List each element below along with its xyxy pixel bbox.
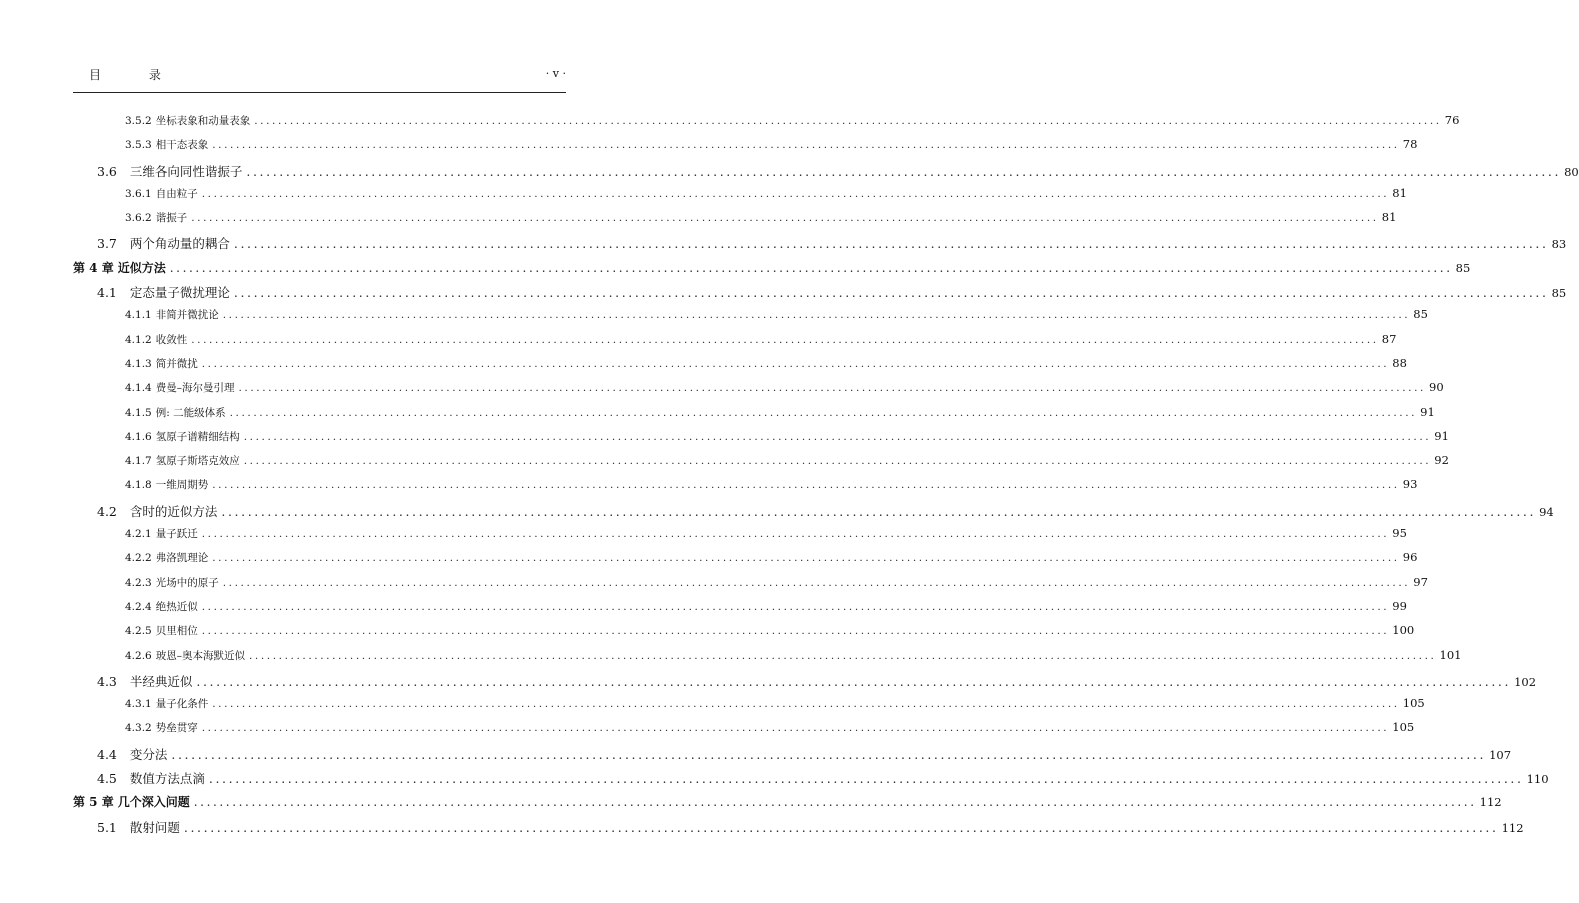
toc-entry-page: 112 — [1479, 795, 1502, 810]
toc-entry-number: 3.5.3 — [125, 139, 152, 152]
toc-entry[interactable] — [73, 598, 1407, 623]
dot-leader: ........................................................................................................................................................................................................ — [201, 357, 1390, 370]
toc-entry-number: 4.1.2 — [125, 333, 152, 346]
toc-entry-title: 例: 二能级体系 — [155, 406, 226, 419]
dot-leader: ........................................................................................................................................................................................................ — [243, 455, 1432, 468]
toc-entry-page: 81 — [1381, 210, 1397, 225]
toc-entry-page: 93 — [1402, 477, 1418, 492]
toc-entry[interactable] — [73, 259, 1471, 283]
toc-entry-page: 85 — [1551, 286, 1567, 301]
toc-entry[interactable] — [73, 162, 1579, 186]
toc-entry-page: 91 — [1420, 404, 1435, 419]
toc-entry[interactable] — [73, 307, 1428, 331]
dot-leader: ........................................................................................................................................................................................................ — [248, 649, 1437, 662]
toc-entry-page: 100 — [1392, 623, 1415, 638]
toc-entry-number: 第 4 章 — [73, 260, 114, 275]
toc-entry[interactable] — [73, 113, 1460, 137]
toc-entry-title: 散射问题 — [129, 819, 180, 835]
dot-leader: ........................................................................................................................................................................................................ — [222, 309, 1411, 322]
toc-entry-title: 定态量子微扰理论 — [129, 285, 230, 301]
toc-entry-title: 自由粒子 — [155, 187, 198, 200]
toc-entry[interactable] — [73, 234, 1567, 258]
table-of-contents — [73, 113, 1579, 842]
toc-entry-title: 半经典近似 — [129, 673, 193, 689]
toc-entry-page: 80 — [1564, 164, 1579, 179]
toc-entry-title: 非简并微扰论 — [155, 309, 219, 322]
dot-leader: ........................................................................................................................................................................................................ — [243, 430, 1432, 443]
toc-entry[interactable] — [73, 745, 1512, 769]
toc-entry-title: 势垒贯穿 — [155, 722, 198, 735]
toc-entry[interactable] — [73, 696, 1425, 720]
dot-leader: ........................................................................................................................................................................................................ — [169, 260, 1453, 275]
dot-leader: ........................................................................................................................................................................................................ — [191, 333, 1379, 346]
toc-entry[interactable] — [73, 380, 1444, 404]
toc-entry[interactable] — [73, 210, 1397, 234]
dot-leader: ........................................................................................................................................................................................................ — [212, 698, 1400, 711]
toc-entry-title: 弗洛凯理论 — [155, 552, 209, 565]
toc-entry-page: 83 — [1551, 237, 1567, 252]
dot-leader: ........................................................................................................................................................................................................ — [201, 528, 1390, 541]
toc-entry-number: 4.3 — [97, 673, 117, 689]
toc-entry-page: 76 — [1444, 113, 1460, 127]
toc-entry[interactable] — [73, 550, 1418, 574]
toc-entry-number: 4.1.3 — [125, 357, 152, 370]
toc-entry[interactable] — [73, 720, 1415, 744]
dot-leader: ........................................................................................................................................................................................................ — [212, 479, 1400, 492]
toc-entry[interactable] — [73, 137, 1418, 161]
dot-leader: ........................................................................................................................................................................................................ — [212, 552, 1400, 565]
toc-entry-page: 81 — [1392, 185, 1407, 200]
toc-entry-number: 4.5 — [97, 771, 117, 787]
toc-entry-number: 第 5 章 — [73, 795, 114, 810]
toc-entry-number: 4.1 — [97, 285, 117, 301]
toc-entry-number: 4.2.4 — [125, 600, 152, 613]
toc-entry-number: 3.7 — [97, 236, 117, 252]
toc-entry-number: 3.6.2 — [125, 212, 152, 225]
dot-leader: ........................................................................................................................................................................................................ — [221, 503, 1537, 519]
toc-entry[interactable] — [73, 453, 1449, 477]
toc-entry-number: 4.2 — [97, 503, 117, 519]
toc-entry[interactable] — [73, 672, 1537, 696]
toc-entry-title: 变分法 — [129, 746, 168, 762]
toc-entry-page: 110 — [1526, 772, 1549, 787]
toc-entry-page: 91 — [1434, 428, 1449, 443]
toc-entry-page: 95 — [1392, 526, 1407, 541]
dot-leader: ........................................................................................................................................................................................................ — [171, 746, 1487, 762]
toc-entry[interactable] — [73, 404, 1435, 429]
toc-entry-title: 绝热近似 — [155, 600, 198, 613]
toc-entry[interactable] — [73, 793, 1502, 817]
toc-entry-title: 费曼–海尔曼引理 — [155, 382, 235, 395]
toc-entry-title: 量子化条件 — [155, 698, 209, 711]
toc-entry[interactable] — [73, 185, 1407, 210]
toc-entry-title: 氢原子谱精细结构 — [155, 430, 240, 443]
toc-entry-page: 105 — [1402, 696, 1425, 711]
toc-entry-title: 近似方法 — [117, 260, 166, 275]
dot-leader: ........................................................................................................................................................................................................ — [222, 576, 1411, 589]
toc-entry-number: 4.1.5 — [125, 406, 152, 419]
toc-entry-page: 96 — [1402, 550, 1418, 565]
toc-entry[interactable] — [73, 769, 1549, 793]
toc-entry[interactable] — [73, 818, 1524, 842]
toc-entry-title: 简并微扰 — [155, 357, 198, 370]
dot-leader: ........................................................................................................................................................................................................ — [233, 236, 1549, 252]
toc-entry[interactable] — [73, 355, 1407, 380]
toc-entry-page: 94 — [1539, 504, 1554, 519]
toc-entry-number: 4.2.1 — [125, 528, 152, 541]
dot-leader: ........................................................................................................................................................................................................ — [233, 285, 1549, 301]
toc-entry-page: 112 — [1501, 820, 1524, 835]
dot-leader: ........................................................................................................................................................................................................ — [212, 139, 1400, 152]
toc-entry-title: 量子跃迁 — [155, 528, 198, 541]
dot-leader: ........................................................................................................................................................................................................ — [201, 722, 1390, 735]
toc-entry-page: 85 — [1413, 307, 1428, 322]
toc-entry[interactable] — [73, 502, 1554, 526]
toc-entry-page: 92 — [1434, 453, 1449, 468]
dot-leader: ........................................................................................................................................................................................................ — [254, 115, 1442, 127]
dot-leader: ........................................................................................................................................................................................................ — [238, 382, 1426, 395]
toc-entry[interactable] — [73, 283, 1567, 307]
toc-entry-title: 玻恩–奥本海默近似 — [155, 649, 245, 662]
toc-entry-page: 85 — [1455, 260, 1471, 275]
toc-entry-number: 4.4 — [97, 746, 117, 762]
toc-entry-number: 3.6.1 — [125, 187, 152, 200]
toc-entry-title: 相干态表象 — [155, 139, 209, 152]
toc-entry-page: 101 — [1439, 647, 1462, 662]
toc-entry-page: 99 — [1392, 598, 1407, 613]
toc-entry-title: 一维周期势 — [155, 479, 209, 492]
toc-entry-number: 3.5.2 — [125, 115, 152, 127]
toc-entry-page: 90 — [1429, 380, 1444, 395]
running-head-page-number: · v · — [545, 67, 566, 80]
dot-leader: ........................................................................................................................................................................................................ — [229, 406, 1418, 419]
toc-entry-page: 88 — [1392, 355, 1407, 370]
dot-leader: ........................................................................................................................................................................................................ — [191, 212, 1379, 225]
toc-entry-title: 几个深入问题 — [117, 795, 190, 810]
toc-entry[interactable] — [73, 574, 1428, 599]
toc-entry[interactable] — [73, 477, 1418, 501]
toc-entry-page: 78 — [1402, 137, 1418, 152]
running-head-title: 目 录 — [89, 68, 183, 82]
toc-entry-page: 105 — [1392, 720, 1415, 735]
toc-entry-number: 3.6 — [97, 163, 117, 179]
toc-entry-title: 收敛性 — [155, 333, 188, 346]
toc-entry-number: 5.1 — [97, 819, 117, 835]
toc-entry-title: 光场中的原子 — [155, 576, 219, 589]
dot-leader: ........................................................................................................................................................................................................ — [196, 673, 1512, 689]
toc-entry-number: 4.2.6 — [125, 649, 152, 662]
toc-entry-number: 4.2.5 — [125, 625, 152, 638]
toc-entry-title: 贝里相位 — [155, 625, 198, 638]
dot-leader: ........................................................................................................................................................................................................ — [193, 795, 1477, 810]
toc-entry-page: 87 — [1381, 331, 1397, 346]
toc-entry-number: 4.3.1 — [125, 698, 152, 711]
toc-entry[interactable] — [73, 526, 1407, 550]
toc-entry-page: 97 — [1413, 574, 1428, 589]
toc-entry-title: 数值方法点滴 — [129, 771, 205, 787]
running-head — [73, 66, 566, 86]
dot-leader: ........................................................................................................................................................................................................ — [208, 771, 1524, 787]
dot-leader: ........................................................................................................................................................................................................ — [246, 163, 1562, 179]
toc-entry[interactable] — [73, 623, 1415, 647]
dot-leader: ........................................................................................................................................................................................................ — [201, 187, 1390, 200]
toc-entry-title: 含时的近似方法 — [129, 503, 218, 519]
toc-entry-title: 氢原子斯塔克效应 — [155, 455, 240, 468]
toc-entry-number: 4.1.6 — [125, 430, 152, 443]
dot-leader: ........................................................................................................................................................................................................ — [201, 625, 1390, 638]
toc-entry-title: 谐振子 — [155, 212, 188, 225]
dot-leader: ........................................................................................................................................................................................................ — [201, 600, 1390, 613]
toc-entry-title: 坐标表象和动量表象 — [155, 115, 251, 127]
toc-entry-title: 两个角动量的耦合 — [129, 236, 230, 252]
toc-entry[interactable] — [73, 647, 1462, 672]
toc-entry-number: 4.1.8 — [125, 479, 152, 492]
toc-entry-number: 4.1.7 — [125, 455, 152, 468]
toc-entry-number: 4.1.4 — [125, 382, 152, 395]
toc-entry-number: 4.2.3 — [125, 576, 152, 589]
toc-entry-title: 三维各向同性谐振子 — [129, 163, 243, 179]
toc-entry[interactable] — [73, 428, 1449, 453]
toc-entry-number: 4.3.2 — [125, 722, 152, 735]
toc-entry[interactable] — [73, 331, 1397, 356]
toc-entry-number: 4.2.2 — [125, 552, 152, 565]
dot-leader: ........................................................................................................................................................................................................ — [183, 819, 1499, 835]
toc-entry-number: 4.1.1 — [125, 309, 152, 322]
header-rule — [73, 92, 566, 93]
toc-entry-page: 102 — [1514, 674, 1537, 689]
toc-entry-page: 107 — [1489, 747, 1512, 762]
